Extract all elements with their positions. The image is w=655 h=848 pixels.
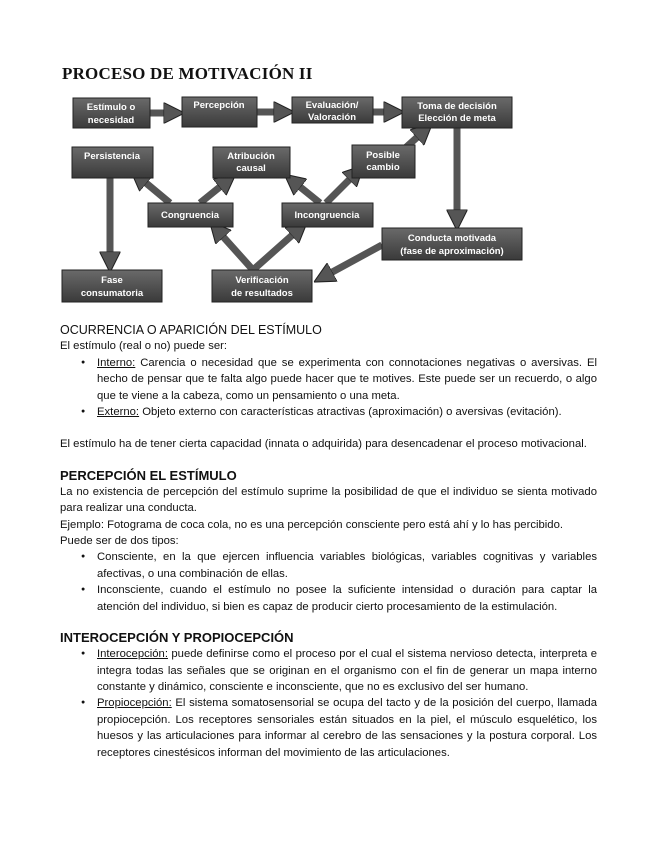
list-item: ● Inconsciente, cuando el estímulo no posee la suficiente intensidad o duración para captar la atención del individuo, si bien es capaz de producir cierto procesamiento de la estimulación. [97,582,597,615]
svg-text:consumatoria: consumatoria [80,288,144,299]
box-congruencia [148,203,233,227]
list-item: ● Consciente, en la que ejercen influencia variables biológicas, variables cognitivas y variables afectivas, o una combinación de ellas. [97,549,597,582]
definition: Objeto externo con características atractivas (aproximación) o aversivas (evitación). [139,406,562,419]
page-title: PROCESO DE MOTIVACIÓN II [62,64,313,83]
arrow [140,178,170,203]
svg-text:cambio: cambio [366,162,400,173]
svg-text:Toma de decisión: Toma de decisión [417,101,497,112]
svg-text:Posible: Posible [366,150,400,161]
list-item [97,355,597,404]
motivation-process-diagram [60,90,530,305]
svg-text:Atribución: Atribución [227,151,275,162]
section-heading-interocepcion: INTEROCEPCIÓN Y PROPIOCEPCIÓN [60,630,294,646]
box-atribucion [213,147,290,178]
svg-text:Percepción: Percepción [193,100,245,111]
svg-text:Verificación: Verificación [235,275,289,286]
definition: Carencia o necesidad que se experimenta con connotaciones negativas o aversivas. El hecho de pensar que te falta algo puede hacer que te motives. Este puede ser un recuerdo, o algo que te viene a la cabeza, como un pensamiento o una meta. [97,356,597,402]
svg-text:Congruencia: Congruencia [160,210,220,221]
section-heading-percepcion: PERCEPCIÓN EL ESTÍMULO [60,467,237,483]
svg-text:Conducta motivada: Conducta motivada [407,233,497,244]
term: Interocepción: [97,648,168,661]
list-item [97,695,597,761]
list-item [97,404,597,420]
svg-text:Valoración: Valoración [307,112,357,123]
box-conducta-motivada [382,228,522,260]
arrow [326,174,355,203]
arrow [294,182,320,203]
svg-text:Incongruencia: Incongruencia [294,210,360,221]
definition: El sistema somatosensorial se ocupa del tacto y de la posición del cuerpo, llamada propiocepción. Los receptores sensoriales están situados en la piel, el músculo esquelético, los huesos y las articulaciones para informar al cerebro de las sensaciones y la postura corporal. Los receptores cinestésicos informan del movimiento de las articulaciones. [97,697,597,759]
arrow [200,182,226,203]
svg-text:(fase de aproximación): (fase de aproximación) [400,246,504,257]
box-toma-decision [402,97,512,128]
svg-text:de resultados: de resultados [231,288,293,299]
paragraph: La no existencia de percepción del estímulo suprime la posibilidad de que el individuo se sienta motivado para realizar una conducta. [60,485,597,515]
box-evaluacion [292,97,373,123]
term: Interno: [97,356,136,369]
svg-text:Elección de meta: Elección de meta [418,113,496,124]
term: Propiocepción: [97,697,172,710]
term: Externo: [97,406,140,419]
svg-text:Evaluación/: Evaluación/ [305,100,359,111]
box-estimulo [73,98,150,128]
box-verificacion [212,270,312,302]
box-persistencia [72,147,153,178]
paragraph: El estímulo ha de tener cierta capacidad (innata o adquirida) para desencadenar el proceso motivacional. [60,438,587,451]
svg-text:causal: causal [236,163,266,174]
svg-text:Estímulo o: Estímulo o [86,102,136,113]
list-item [97,646,597,695]
box-incongruencia [282,203,373,227]
paragraph: El estímulo (real o no) puede ser: [60,340,228,353]
box-percepcion [182,97,257,127]
bullet-list [60,355,597,421]
svg-text:necesidad: necesidad [87,115,135,126]
arrow [218,231,253,270]
svg-text:Persistencia: Persistencia [84,151,140,162]
arrow [253,230,298,270]
box-posible-cambio [352,145,415,178]
paragraph: Ejemplo: Fotograma de coca cola, no es una percepción consciente pero está ahí y lo has percibido. [60,518,564,531]
bullet-list [60,646,597,761]
arrow [325,245,382,276]
section-heading-ocurrencia: OCURRENCIA O APARICIÓN DEL ESTÍMULO [60,323,322,337]
svg-text:Fase: Fase [101,275,123,286]
definition: puede definirse como el proceso por el cual el sistema nervioso detecta, interpreta e integra todas las señales que se originan en el organismo con el fin de generar un mapa interno constante y dinámico, consciente e inconsciente, que no es exclusivo del ser humano. [97,648,597,693]
box-fase-consumatoria [62,270,162,302]
document-body [60,322,597,761]
bullet-list [60,549,597,615]
paragraph: Puede ser de dos tipos: [60,535,179,548]
